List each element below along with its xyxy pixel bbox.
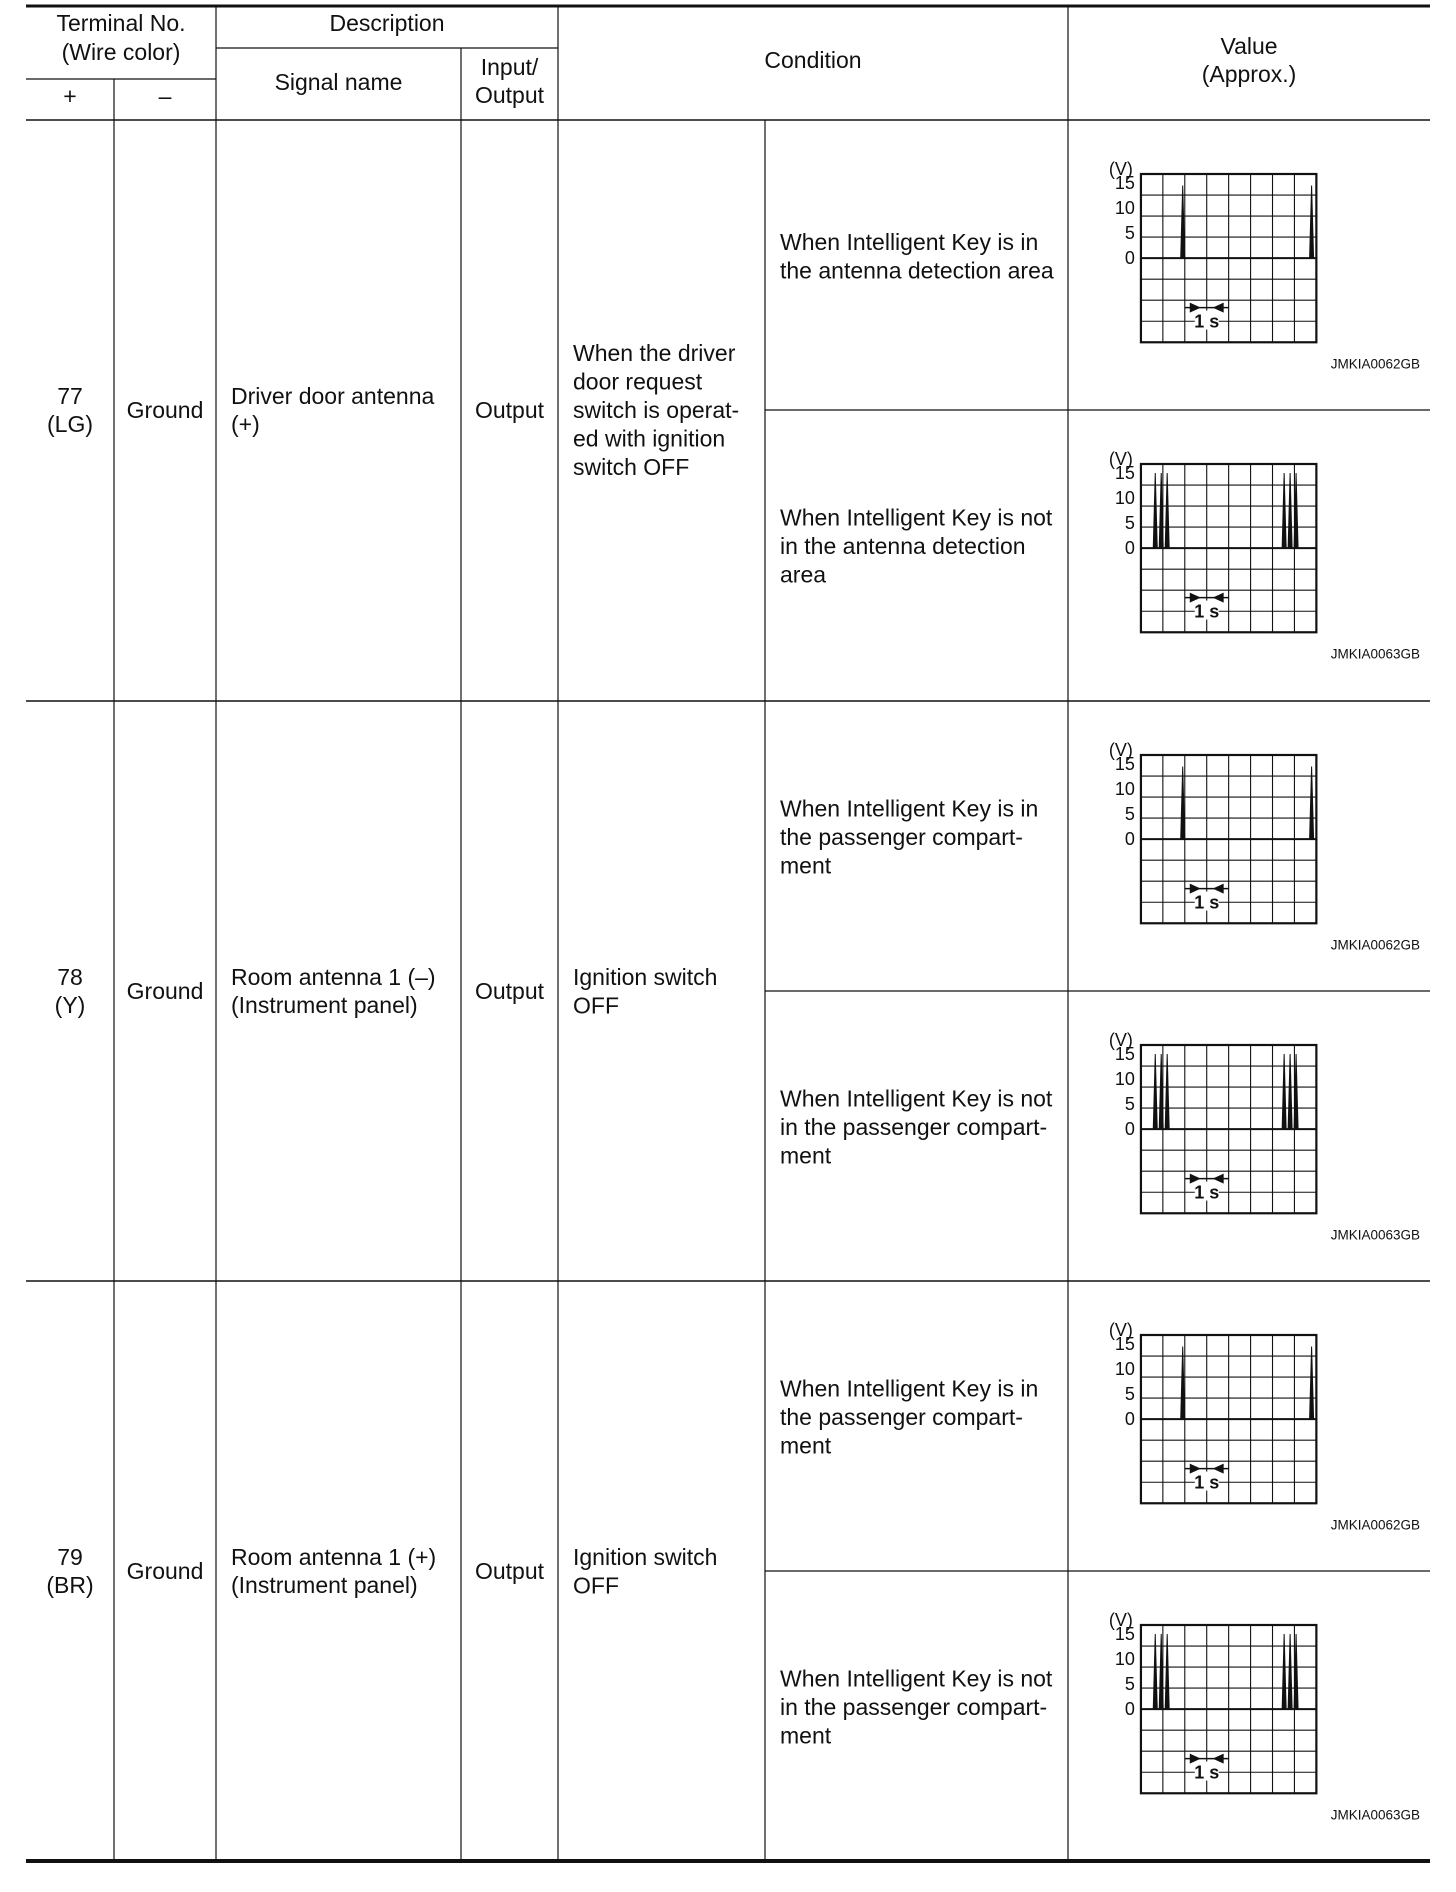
y-tick-label: 10 <box>1114 1069 1135 1090</box>
figure-code: JMKIA0062GB <box>1330 937 1420 953</box>
terminal-no-header: Terminal No. <box>56 10 186 36</box>
y-axis-unit: (V) <box>1108 1320 1133 1340</box>
y-tick-label: 5 <box>1124 513 1135 534</box>
waveform-pulse <box>1153 1054 1157 1129</box>
y-tick-label: 10 <box>1114 198 1135 219</box>
waveform-pulse <box>1288 1634 1292 1709</box>
interval-label: 1 s <box>1194 1182 1220 1203</box>
y-tick-label: 15 <box>1114 754 1135 775</box>
y-tick-label: 10 <box>1114 488 1135 509</box>
waveform-pulse <box>1165 1634 1169 1709</box>
sub-condition-text: the antenna detection area <box>780 257 1054 284</box>
y-tick-label: 0 <box>1124 829 1135 850</box>
condition-text: OFF <box>573 992 619 1019</box>
terminal-number: (Y) <box>54 992 86 1018</box>
y-tick-label: 15 <box>1114 1624 1135 1645</box>
waveform-pulse <box>1282 473 1286 548</box>
sub-condition-text: the passenger compart- <box>780 824 1023 850</box>
value-header: Value <box>1220 33 1278 59</box>
description-header: Description <box>329 10 445 36</box>
sub-condition-text: When Intelligent Key is not <box>780 1085 1053 1112</box>
signal-name-header: Signal name <box>274 69 403 95</box>
waveform-pulse <box>1310 767 1314 840</box>
sub-condition-text: in the antenna detection <box>780 533 1026 559</box>
y-tick-label: 5 <box>1124 1384 1135 1405</box>
plus-header: + <box>63 83 77 109</box>
input-output-header: Input/ <box>480 54 539 80</box>
y-tick-label: 0 <box>1124 1409 1135 1430</box>
waveform-pulse <box>1282 1054 1286 1129</box>
y-tick-label: 15 <box>1114 173 1135 194</box>
y-axis-unit: (V) <box>1108 159 1133 179</box>
waveform-pulse <box>1310 186 1314 259</box>
waveform-chart <box>1109 1320 1420 1533</box>
y-tick-label: 15 <box>1114 463 1135 484</box>
y-tick-label: 0 <box>1124 1699 1135 1720</box>
input-output: Output <box>474 1558 545 1584</box>
terminal-number: (BR) <box>46 1572 94 1598</box>
y-tick-label: 10 <box>1114 779 1135 800</box>
condition-text: switch is operat- <box>573 397 740 423</box>
condition-text: switch OFF <box>573 454 690 480</box>
condition-text: Ignition switch <box>573 963 718 990</box>
waveform-pulse <box>1181 1347 1185 1420</box>
input-output: Output <box>474 397 545 423</box>
interval-label: 1 s <box>1194 601 1220 622</box>
interval-label: 1 s <box>1194 1472 1220 1493</box>
input-output-header: Output <box>474 82 545 108</box>
sub-condition-text: When Intelligent Key is not <box>780 504 1053 531</box>
waveform-pulse <box>1310 1347 1314 1420</box>
waveform-pulse <box>1153 1634 1157 1709</box>
input-output: Output <box>474 978 545 1004</box>
interval-label: 1 s <box>1194 892 1220 913</box>
figure-code: JMKIA0062GB <box>1330 1517 1420 1533</box>
y-tick-label: 5 <box>1124 1094 1135 1115</box>
waveform-pulse <box>1288 1054 1292 1129</box>
y-axis-unit: (V) <box>1108 740 1133 760</box>
waveform-pulse <box>1165 473 1169 548</box>
terminal-number: 77 <box>57 383 83 409</box>
waveform-chart <box>1109 159 1420 372</box>
wire-color-header: (Wire color) <box>61 39 181 65</box>
sub-condition-text: area <box>780 561 827 588</box>
waveform-pulse <box>1288 473 1292 548</box>
y-tick-label: 5 <box>1124 804 1135 825</box>
sub-condition-text: ment <box>780 1142 832 1169</box>
terminal-number: 78 <box>57 964 83 990</box>
sub-condition-text: the passenger compart- <box>780 1404 1023 1430</box>
waveform-chart <box>1109 1030 1420 1243</box>
y-tick-label: 5 <box>1124 223 1135 244</box>
waveform-pulse <box>1282 1634 1286 1709</box>
y-tick-label: 0 <box>1124 248 1135 269</box>
figure-code: JMKIA0063GB <box>1330 1227 1420 1243</box>
ground-terminal: Ground <box>126 397 204 423</box>
figure-code: JMKIA0063GB <box>1330 646 1420 662</box>
y-tick-label: 0 <box>1124 1119 1135 1140</box>
waveform-pulse <box>1181 767 1185 840</box>
condition-text: OFF <box>573 1572 619 1599</box>
y-axis-unit: (V) <box>1108 1030 1133 1050</box>
sub-condition-text: in the passenger compart- <box>780 1694 1048 1720</box>
sub-condition-text: When Intelligent Key is in <box>780 1375 1039 1402</box>
signal-name: Room antenna 1 (–) <box>231 964 436 990</box>
condition-text: When the driver <box>573 340 736 366</box>
y-tick-label: 10 <box>1114 1649 1135 1670</box>
condition-text: door request <box>573 368 703 395</box>
y-tick-label: 5 <box>1124 1674 1135 1695</box>
ground-terminal: Ground <box>126 978 204 1004</box>
y-tick-label: 15 <box>1114 1044 1135 1065</box>
y-tick-label: 15 <box>1114 1334 1135 1355</box>
minus-header: – <box>158 83 172 109</box>
waveform-pulse <box>1153 473 1157 548</box>
sub-condition-text: When Intelligent Key is in <box>780 795 1039 822</box>
sub-condition-text: ment <box>780 1722 832 1749</box>
signal-name: Driver door antenna <box>231 383 435 409</box>
sub-condition-text: ment <box>780 1432 832 1459</box>
signal-name: Room antenna 1 (+) <box>231 1544 437 1570</box>
sub-condition-text: in the passenger compart- <box>780 1114 1048 1140</box>
sub-condition-text: When Intelligent Key is not <box>780 1665 1053 1692</box>
sub-condition-text: When Intelligent Key is in <box>780 228 1039 255</box>
y-axis-unit: (V) <box>1108 449 1133 469</box>
condition-header: Condition <box>764 47 862 73</box>
y-tick-label: 0 <box>1124 538 1135 559</box>
ground-terminal: Ground <box>126 1558 204 1584</box>
signal-name: (Instrument panel) <box>231 992 418 1018</box>
signal-name: (Instrument panel) <box>231 1572 418 1598</box>
table-text <box>46 10 1296 1749</box>
waveform-pulse <box>1165 1054 1169 1129</box>
figure-code: JMKIA0062GB <box>1330 356 1420 372</box>
interval-label: 1 s <box>1194 1762 1220 1783</box>
terminal-number: 79 <box>57 1544 83 1570</box>
interval-label: 1 s <box>1194 311 1220 332</box>
value-header: (Approx.) <box>1201 61 1297 87</box>
figure-code: JMKIA0063GB <box>1330 1807 1420 1823</box>
terminal-number: (LG) <box>47 411 93 437</box>
waveform-chart <box>1109 449 1420 662</box>
y-axis-unit: (V) <box>1108 1610 1133 1630</box>
waveform-chart <box>1109 1610 1420 1823</box>
condition-text: ed with ignition <box>573 425 726 452</box>
condition-text: Ignition switch <box>573 1543 718 1570</box>
sub-condition-text: ment <box>780 852 832 879</box>
signal-name: (+) <box>231 411 260 437</box>
waveform-chart <box>1109 740 1420 953</box>
waveform-pulse <box>1181 186 1185 259</box>
y-tick-label: 10 <box>1114 1359 1135 1380</box>
